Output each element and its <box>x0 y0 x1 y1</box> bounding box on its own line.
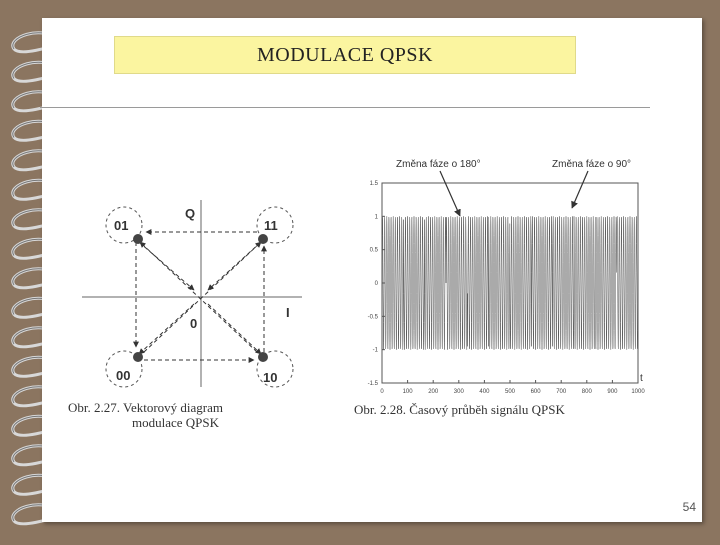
arrow-180 <box>440 171 460 216</box>
x-tick-label: 400 <box>479 389 490 395</box>
x-tick-label: 700 <box>556 389 567 395</box>
qpsk-vector-diagram <box>64 182 314 397</box>
point-00 <box>133 352 143 362</box>
slide-title <box>114 36 576 74</box>
y-tick-label: -1 <box>372 347 378 354</box>
caption1-line2: modulace QPSK <box>132 415 220 430</box>
y-tick-label: 0 <box>374 281 378 287</box>
caption1-line1: Obr. 2.27. Vektorový diagram <box>68 400 224 415</box>
x-tick-label: 900 <box>607 389 618 395</box>
label-00: 00 <box>116 368 131 383</box>
page-number: 54 <box>682 500 696 514</box>
label-i: I <box>286 305 290 320</box>
point-11 <box>258 234 268 244</box>
label-origin: 0 <box>190 316 198 331</box>
label-10: 10 <box>263 370 278 385</box>
caption2-text: Obr. 2.28. Časový průběh signálu QPSK <box>354 402 565 417</box>
label-q: Q <box>185 206 196 221</box>
x-tick-label: 200 <box>428 389 439 395</box>
x-tick-label: 100 <box>402 389 413 395</box>
label-01: 01 <box>114 218 129 233</box>
time-plot-caption <box>354 402 624 417</box>
x-tick-label: 0 <box>380 389 384 395</box>
x-tick-label: 600 <box>530 389 541 395</box>
y-tick-label: -1.5 <box>367 381 378 387</box>
title-divider <box>40 107 650 108</box>
label-11: 11 <box>264 218 278 233</box>
y-tick-label: 1.5 <box>369 181 378 187</box>
point-01 <box>133 234 143 244</box>
arrow-90 <box>572 171 588 208</box>
slide-title-text: MODULACE QPSK <box>257 43 433 66</box>
x-tick-label: 300 <box>453 389 464 395</box>
x-tick-label: 800 <box>581 389 592 395</box>
series-line <box>382 216 638 349</box>
annotation-180: Změna fáze o 180° <box>396 159 481 170</box>
point-10 <box>258 352 268 362</box>
x-tick-label: 500 <box>504 389 516 395</box>
y-tick-label: 1 <box>374 214 378 221</box>
x-axis-var: t <box>640 373 643 384</box>
signal-waveform <box>382 216 638 349</box>
y-tick-label: 0.5 <box>369 247 378 254</box>
x-tick-label: 1000 <box>631 389 645 395</box>
vector-diagram-caption <box>68 400 288 430</box>
annotation-90: Změna fáze o 90° <box>552 159 632 170</box>
y-tick-label: -0.5 <box>367 314 378 321</box>
transition-arrows <box>136 232 264 360</box>
qpsk-time-plot <box>320 148 660 403</box>
